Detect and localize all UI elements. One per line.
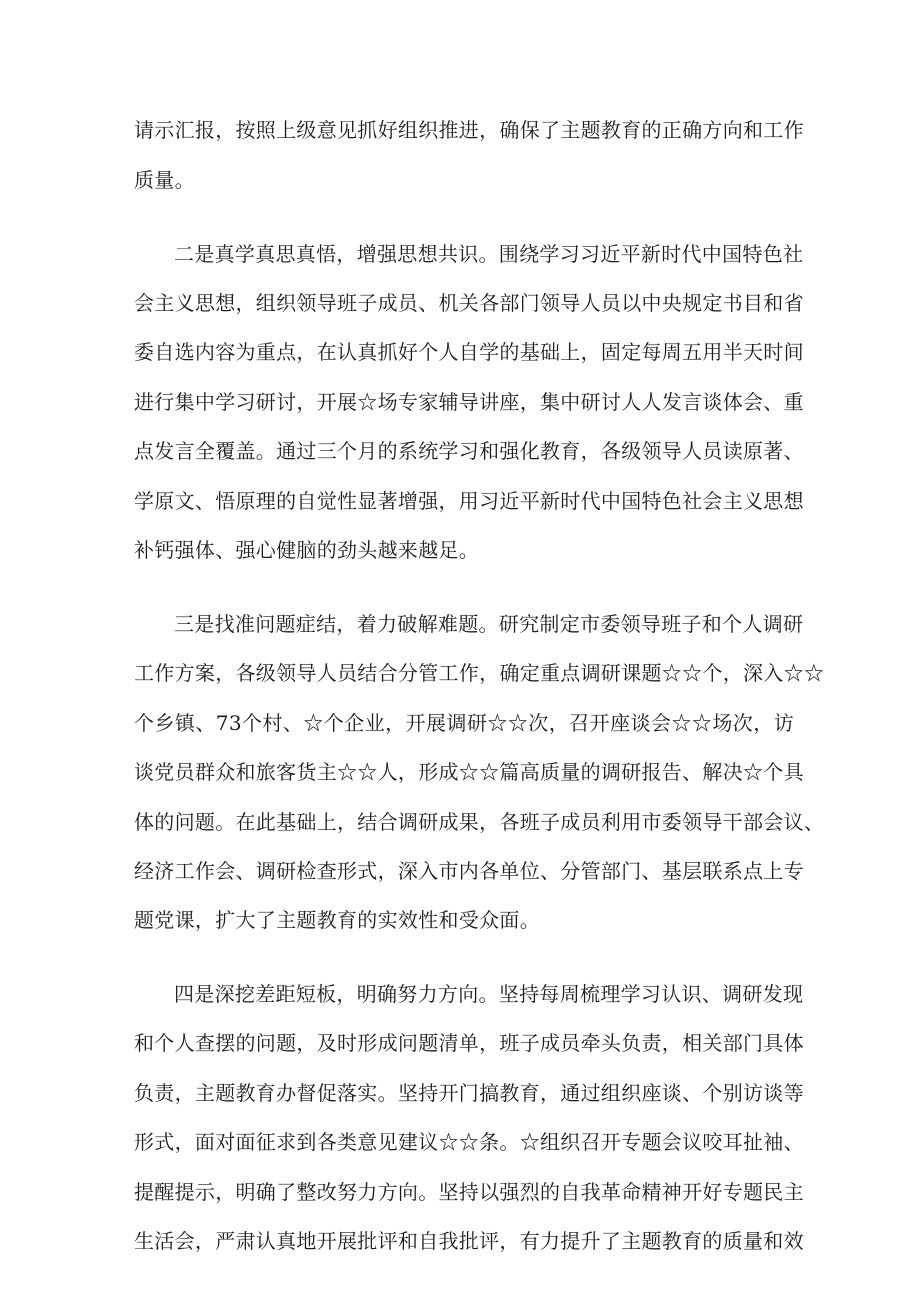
paragraph-3-line-4: 谈党员群众和旅客货主☆☆人，形成☆☆篇高质量的调研报告、解决☆个具 <box>134 760 804 784</box>
paragraph-2-line-2: 会主义思想，组织领导班子成员、机关各部门领导人员以中央规定书目和省 <box>134 291 804 315</box>
paragraph-2-line-4: 进行集中学习研讨，开展☆场专家辅导讲座，集中研讨人人发言谈体会、重 <box>134 390 804 414</box>
paragraph-3-line-5: 体的问题。在此基础上，结合调研成果，各班子成员利用市委领导干部会议、 <box>134 810 825 834</box>
paragraph-4-line-1: 四是深挖差距短板，明确努力方向。坚持每周梳理学习认识、调研发现 <box>174 982 804 1006</box>
paragraph-3-line-6: 经济工作会、调研检查形式，深入市内各单位、分管部门、基层联系点上专 <box>134 859 804 883</box>
paragraph-2-line-1: 二是真学真思真悟，增强思想共识。围绕学习习近平新时代中国特色社 <box>174 242 804 266</box>
paragraph-2-line-3: 委自选内容为重点，在认真抓好个人自学的基础上，固定每周五用半天时间 <box>134 340 804 364</box>
paragraph-4-line-4: 形式，面对面征求到各类意见建议☆☆条。☆组织召开专题会议咬耳扯袖、 <box>134 1130 804 1154</box>
paragraph-3-line-1: 三是找准问题症结，着力破解难题。研究制定市委领导班子和个人调研 <box>174 612 804 636</box>
paragraph-2-line-6: 学原文、悟原理的自觉性显著增强，用习近平新时代中国特色社会主义思想 <box>134 489 804 513</box>
paragraph-2-line-5: 点发言全覆盖。通过三个月的系统学习和强化教育，各级领导人员读原著、 <box>134 439 804 463</box>
paragraph-3-line-7: 题党课，扩大了主题教育的实效性和受众面。 <box>134 908 540 932</box>
paragraph-1-line-2: 质量。 <box>134 168 195 192</box>
paragraph-1-line-1: 请示汇报，按照上级意见抓好组织推进，确保了主题教育的正确方向和工作 <box>134 118 804 142</box>
paragraph-4-line-6: 生活会，严肃认真地开展批评和自我批评，有力提升了主题教育的质量和效 <box>134 1229 804 1253</box>
paragraph-4-line-3: 负责，主题教育办督促落实。坚持开门搞教育，通过组织座谈、个别访谈等 <box>134 1081 804 1105</box>
paragraph-4-line-2: 和个人查摆的问题，及时形成问题清单，班子成员牵头负责，相关部门具体 <box>134 1031 804 1055</box>
paragraph-3-line-3: 个乡镇、73个村、☆个企业，开展调研☆☆次，召开座谈会☆☆场次，访 <box>134 711 794 735</box>
paragraph-2-line-7: 补钙强体、强心健脑的劲头越来越足。 <box>134 538 480 562</box>
paragraph-3-line-2: 工作方案，各级领导人员结合分管工作，确定重点调研课题☆☆个，深入☆☆ <box>134 661 825 685</box>
paragraph-4-line-5: 提醒提示，明确了整改努力方向。坚持以强烈的自我革命精神开好专题民主 <box>134 1180 804 1204</box>
